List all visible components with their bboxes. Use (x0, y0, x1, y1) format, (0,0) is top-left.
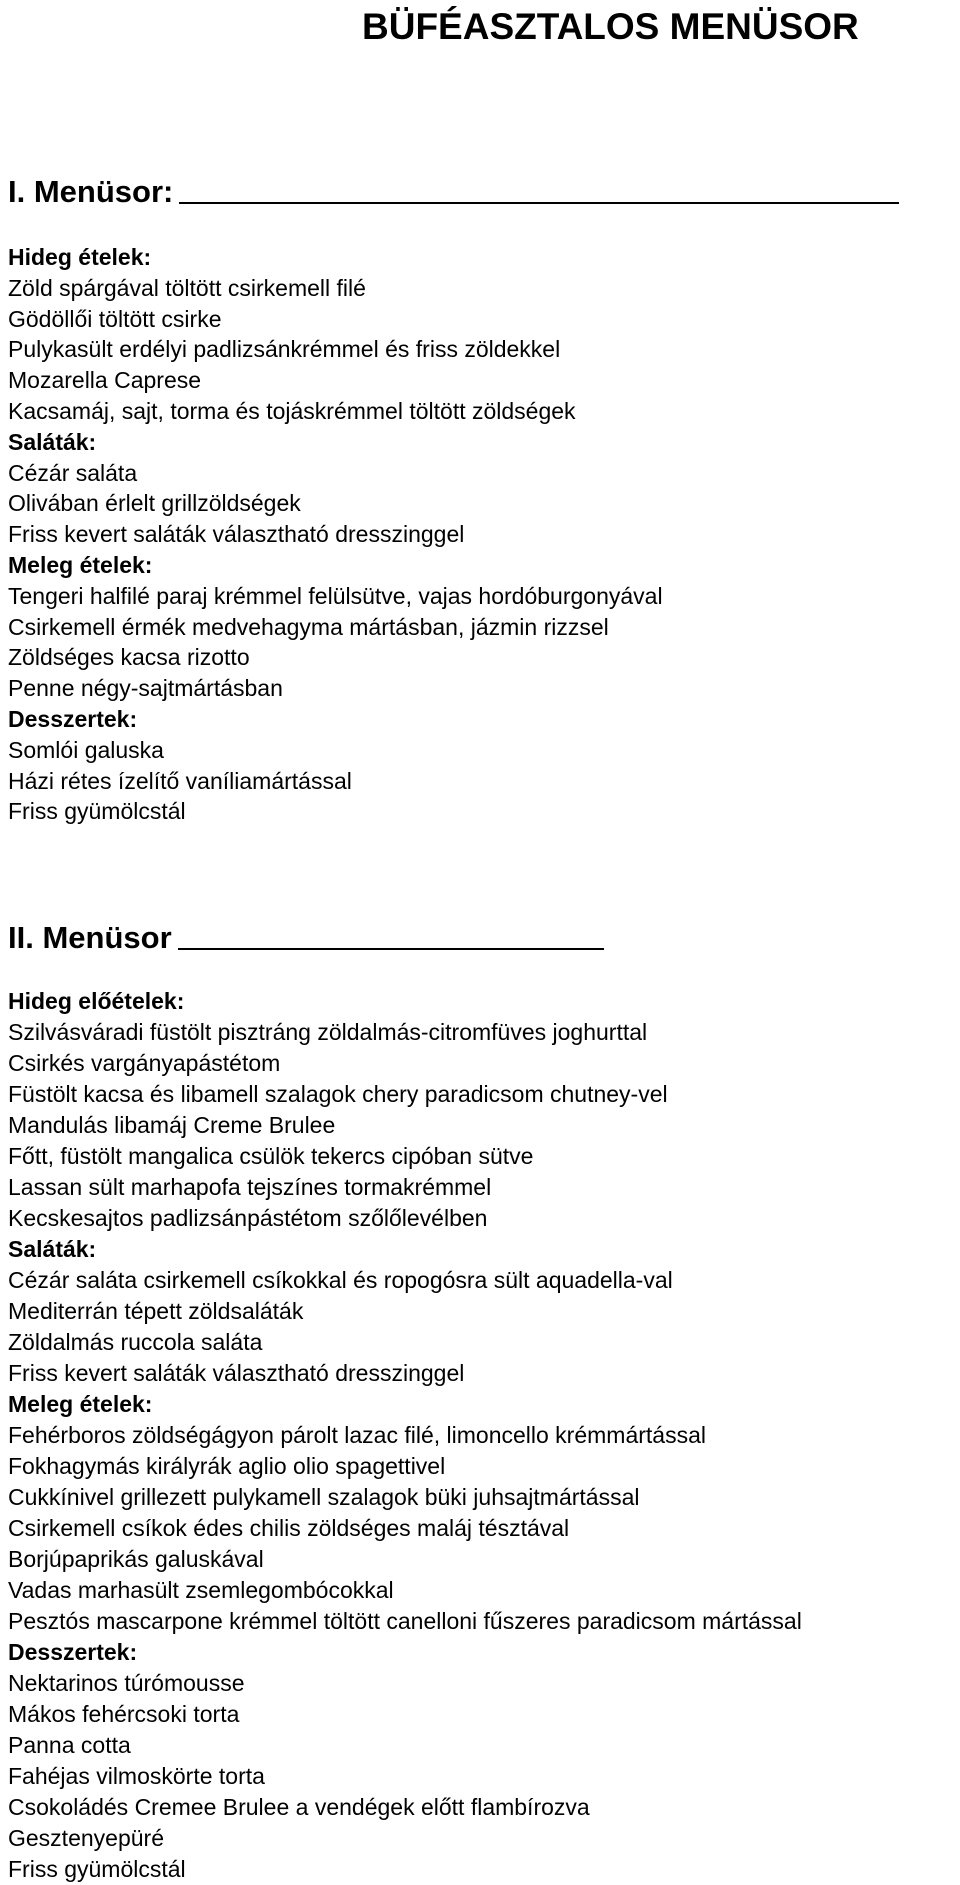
menu-1 (8, 172, 958, 827)
section-label: Hideg előételek: (8, 988, 185, 1014)
menu-item: Kecskesajtos padlizsánpástétom szőlőlevélben (8, 1205, 488, 1231)
menu-item: Kacsamáj, sajt, torma és tojáskrémmel töltött zöldségek (8, 397, 576, 424)
menu-item: Friss kevert saláták választható dresszinggel (8, 521, 465, 548)
section-label: Saláták: (8, 428, 97, 455)
section-label: Desszertek: (8, 705, 138, 732)
menu-item: Vadas marhasült zsemlegombócokkal (8, 1577, 394, 1603)
menu-item: Pesztós mascarpone krémmel töltött canelloni fűszeres paradicsom mártással (8, 1608, 802, 1634)
menu-item: Mozarella Caprese (8, 367, 202, 394)
menu-item: Cézár saláta csirkemell csíkokkal és ropogósra sült aquadella-val (8, 1267, 673, 1293)
menu-item: Somlói galuska (8, 736, 164, 763)
menu-item: Mediterrán tépett zöldsaláták (8, 1298, 304, 1324)
menu-item: Mákos fehércsoki torta (8, 1701, 240, 1727)
menu-item: Fehérboros zöldségágyon párolt lazac filé, limoncello krémmártással (8, 1422, 706, 1448)
menu-item: Házi rétes ízelítő vaníliamártással (8, 767, 352, 794)
section-label: Meleg ételek: (8, 551, 153, 578)
menu-2 (8, 918, 958, 1885)
page-title: BÜFÉASZTALOS MENÜSOR (362, 6, 859, 47)
menu-item: Gesztenyepüré (8, 1825, 164, 1851)
menu-heading-text: II. Menüsor (8, 920, 172, 955)
section-label: Saláták: (8, 1236, 97, 1262)
menu-item: Olivában érlelt grillzöldségek (8, 490, 301, 517)
menu-item: Mandulás libamáj Creme Brulee (8, 1112, 336, 1138)
menu-item: Lassan sült marhapofa tejszínes tormakrémmel (8, 1174, 492, 1200)
menu-sections (8, 986, 958, 1885)
menu-item: Csirkemell érmék medvehagyma mártásban, jázmin rizzsel (8, 613, 609, 640)
menu-item: Csirkemell csíkok édes chilis zöldséges maláj tésztával (8, 1515, 570, 1541)
menu-heading (8, 918, 958, 958)
menu-item: Friss kevert saláták választható dresszinggel (8, 1360, 465, 1386)
section-label: Meleg ételek: (8, 1391, 153, 1417)
menu-item: Fahéjas vilmoskörte torta (8, 1763, 265, 1789)
menu-item: Csokoládés Cremee Brulee a vendégek előtt flambírozva (8, 1794, 590, 1820)
menu-item: Pulykasült erdélyi padlizsánkrémmel és friss zöldekkel (8, 336, 561, 363)
menu-item: Tengeri halfilé paraj krémmel felülsütve, vajas hordóburgonyával (8, 582, 663, 609)
menu-item: Friss gyümölcstál (8, 1856, 186, 1882)
menu-item: Penne négy-sajtmártásban (8, 675, 283, 702)
menu-item: Zöldséges kacsa rizotto (8, 644, 250, 671)
menu-item: Zöldalmás ruccola saláta (8, 1329, 263, 1355)
menu-heading-text: I. Menüsor: (8, 174, 174, 209)
menu-item: Füstölt kacsa és libamell szalagok chery paradicsom chutney-vel (8, 1081, 668, 1107)
menu-item: Gödöllői töltött csirke (8, 305, 222, 332)
menu-item: Szilvásváradi füstölt pisztráng zöldalmás-citromfüves joghurttal (8, 1019, 648, 1045)
menu-heading (8, 172, 958, 212)
menu-item: Borjúpaprikás galuskával (8, 1546, 264, 1572)
section-label: Desszertek: (8, 1639, 138, 1665)
section-label: Hideg ételek: (8, 244, 152, 270)
menu-item: Nektarinos túrómousse (8, 1670, 245, 1696)
menu-item: Zöld spárgával töltött csirkemell filé (8, 274, 366, 301)
menu-item: Friss gyümölcstál (8, 798, 186, 825)
menu-item: Cukkínivel grillezett pulykamell szalagok büki juhsajtmártással (8, 1484, 640, 1510)
heading-underline (178, 948, 604, 950)
heading-underline (179, 202, 899, 204)
menu-sections (8, 242, 958, 827)
menu-item: Csirkés vargányapástétom (8, 1050, 281, 1076)
menu-item: Cézár saláta (8, 459, 138, 486)
menu-item: Fokhagymás királyrák aglio olio spagettivel (8, 1453, 446, 1479)
menu-item: Főtt, füstölt mangalica csülök tekercs cipóban sütve (8, 1143, 534, 1169)
menu-item: Panna cotta (8, 1732, 131, 1758)
